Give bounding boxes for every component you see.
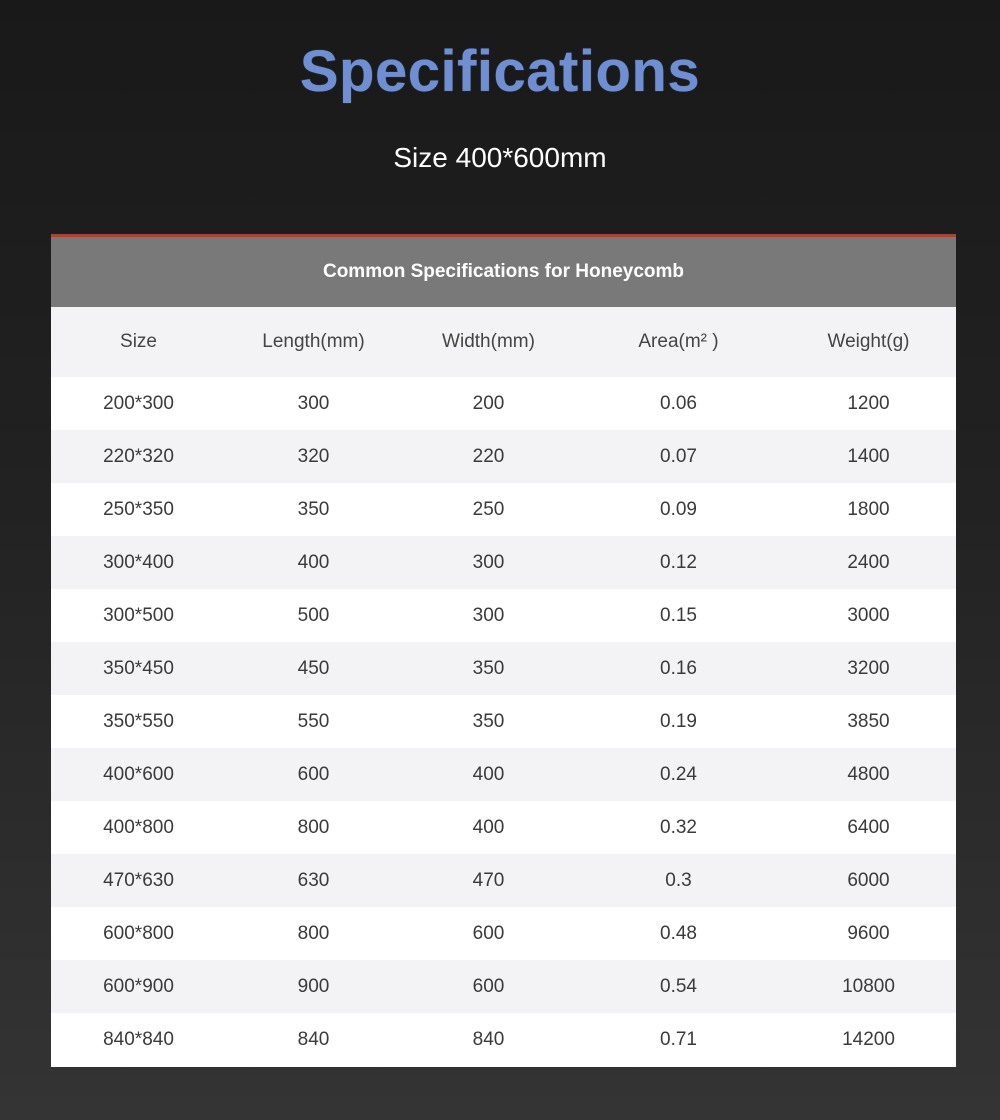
table-cell: 900 <box>297 975 330 997</box>
column-header-width: Width(mm) <box>442 331 535 352</box>
table-cell: 470 <box>472 869 505 891</box>
column-header-area: Area(m² ) <box>638 331 719 352</box>
table-row <box>51 536 956 589</box>
table-cell: 0.19 <box>660 710 697 732</box>
table-row <box>51 430 956 483</box>
table-cell: 350 <box>472 710 505 732</box>
table-cell: 0.07 <box>660 445 697 467</box>
table-cell: 600*900 <box>103 975 174 997</box>
table-cell: 600*800 <box>103 922 174 944</box>
table-cell: 0.15 <box>660 604 697 626</box>
table-cell: 400 <box>472 816 505 838</box>
table-cell: 600 <box>472 922 505 944</box>
table-cell: 300*500 <box>103 604 174 626</box>
table-cell: 0.24 <box>660 763 697 785</box>
table-cell: 300*400 <box>103 551 174 573</box>
table-row <box>51 748 956 801</box>
table-cell: 350*550 <box>103 710 174 732</box>
column-header-length: Length(mm) <box>262 331 365 352</box>
table-cell: 250 <box>472 498 505 520</box>
table-cell: 10800 <box>842 975 895 997</box>
table-cell: 1200 <box>847 392 890 414</box>
table-cell: 300 <box>297 392 330 414</box>
table-cell: 1400 <box>847 445 890 467</box>
table-cell: 350*450 <box>103 657 174 679</box>
table-cell: 0.48 <box>660 922 697 944</box>
table-cell: 14200 <box>842 1028 895 1050</box>
table-cell: 400*600 <box>103 763 174 785</box>
table-cell: 0.06 <box>660 392 697 414</box>
table-cell: 0.71 <box>660 1028 697 1050</box>
table-cell: 200*300 <box>103 392 174 414</box>
table-cell: 0.16 <box>660 657 697 679</box>
spec-table <box>51 234 956 1067</box>
table-cell: 3000 <box>847 604 890 626</box>
table-cell: 3850 <box>847 710 890 732</box>
table-cell: 840*840 <box>103 1028 174 1050</box>
column-header-size: Size <box>120 331 157 352</box>
column-header-weight: Weight(g) <box>827 331 910 352</box>
table-cell: 220 <box>472 445 505 467</box>
table-cell: 2400 <box>847 551 890 573</box>
table-row <box>51 907 956 960</box>
table-cell: 500 <box>297 604 330 626</box>
table-cell: 300 <box>472 604 505 626</box>
table-cell: 840 <box>297 1028 330 1050</box>
table-cell: 450 <box>297 657 330 679</box>
table-cell: 0.09 <box>660 498 697 520</box>
table-cell: 320 <box>297 445 330 467</box>
table-cell: 600 <box>472 975 505 997</box>
table-cell: 550 <box>297 710 330 732</box>
table-cell: 470*630 <box>103 869 174 891</box>
table-row <box>51 960 956 1013</box>
table-cell: 6400 <box>847 816 890 838</box>
page-subtitle: Size 400*600mm <box>393 142 607 173</box>
table-cell: 250*350 <box>103 498 174 520</box>
table-cell: 840 <box>472 1028 505 1050</box>
table-cell: 220*320 <box>103 445 174 467</box>
table-cell: 200 <box>472 392 505 414</box>
table-cell: 400 <box>472 763 505 785</box>
table-caption: Common Specifications for Honeycomb <box>51 237 956 307</box>
table-cell: 0.3 <box>665 869 692 891</box>
table-cell: 9600 <box>847 922 890 944</box>
table-cell: 600 <box>297 763 330 785</box>
table-cell: 800 <box>297 816 330 838</box>
table-cell: 4800 <box>847 763 890 785</box>
table-column-headers <box>51 307 956 377</box>
table-cell: 0.12 <box>660 551 697 573</box>
table-cell: 400 <box>297 551 330 573</box>
table-row <box>51 642 956 695</box>
table-row <box>51 695 956 748</box>
table-cell: 6000 <box>847 869 890 891</box>
table-cell: 3200 <box>847 657 890 679</box>
table-cell: 630 <box>297 869 330 891</box>
table-row <box>51 854 956 907</box>
table-cell: 350 <box>472 657 505 679</box>
table-body <box>51 377 956 1066</box>
table-row <box>51 483 956 536</box>
table-cell: 1800 <box>847 498 890 520</box>
table-row <box>51 801 956 854</box>
table-cell: 400*800 <box>103 816 174 838</box>
table-cell: 800 <box>297 922 330 944</box>
table-cell: 0.32 <box>660 816 697 838</box>
table-cell: 300 <box>472 551 505 573</box>
table-cell: 0.54 <box>660 975 697 997</box>
table-row <box>51 1013 956 1066</box>
table-cell: 350 <box>297 498 330 520</box>
table-row <box>51 589 956 642</box>
page-title: Specifications <box>299 39 701 104</box>
table-row <box>51 377 956 430</box>
